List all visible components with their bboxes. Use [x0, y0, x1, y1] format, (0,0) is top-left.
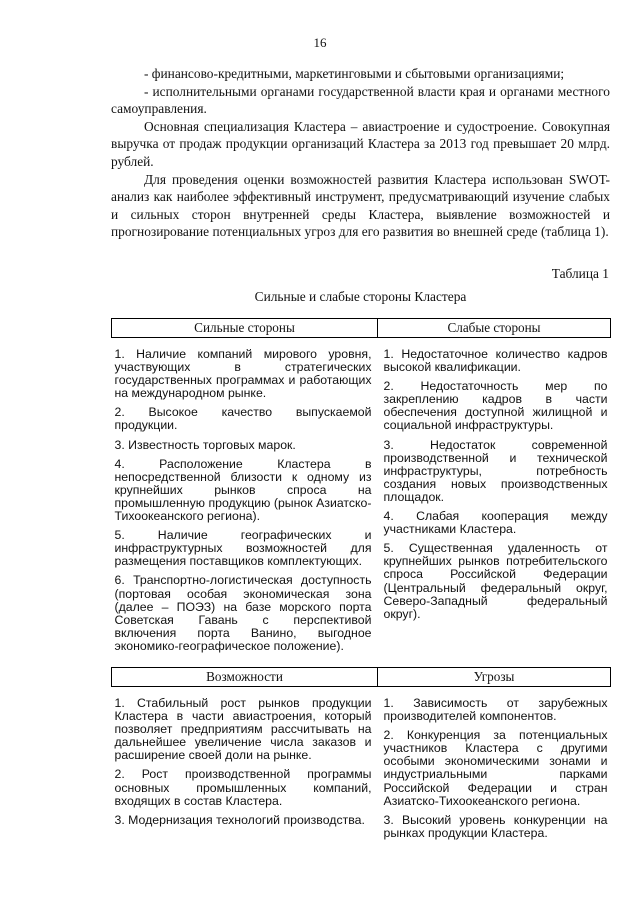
- list-item: 1. Стабильный рост рынков продукции Кластера в части авиастроения, который позволяет предприятиям рассчитывать на дальнейшее увеличение числа заказов и расширение своей доли на рынке.: [114, 696, 372, 763]
- table-header-row: [112, 668, 611, 687]
- body-text: [111, 65, 610, 241]
- header-threats: Угрозы: [378, 668, 611, 687]
- list-item: 5. Наличие географических и инфраструктурных возможностей для размещения поставщиков комплектующих.: [114, 528, 372, 569]
- opportunities-cell: [112, 687, 378, 850]
- list-item: 2. Конкуренция за потенциальных участников Кластера с другими особыми экономическими зонами и индустриальными парками Российской Федерации и стран Азиатско-Тихоокеанского региона.: [383, 728, 608, 808]
- threats-cell: [378, 687, 611, 850]
- list-item: 6. Транспортно-логистическая доступность (портовая особая экономическая зона (далее – ПОЭЗ) на базе морского порта Советская Гавань с перспективой включения порта Ванино, выгодное экономико-географическое положение).: [114, 573, 372, 653]
- list-item: 2. Рост производственной программы основных промышленных компаний, входящих в состав Кластера.: [114, 767, 372, 808]
- table-title: Сильные и слабые стороны Кластера: [254, 289, 467, 304]
- strengths-cell: [112, 338, 378, 663]
- paragraph: Для проведения оценки возможностей развития Кластера использован SWOT-анализ как наиболее эффективный инструмент, предусматривающий изучение слабых и сильных сторон внутренней среды Кластера, выявление возможностей и прогнозирование потенциальных угроз для его развития во внешней среде (таблица 1).: [111, 171, 610, 240]
- opportunities-threats-table: [111, 667, 611, 850]
- paragraph: Основная специализация Кластера – авиастроение и судостроение. Совокупная выручка от продаж продукции организаций Кластера за 2013 год превышает 20 млрд. рублей.: [111, 118, 610, 169]
- list-item: 4. Слабая кооперация между участниками Кластера.: [383, 509, 608, 537]
- list-item: 3. Известность торговых марок.: [114, 437, 296, 452]
- list-item: 1. Недостаточное количество кадров высокой квалификации.: [383, 347, 608, 375]
- table-row: [112, 687, 611, 850]
- weaknesses-cell: [378, 338, 611, 663]
- list-item: 3. Недостаток современной производственной и технической инфраструктуры, потребность создания новых производственных площадок.: [383, 437, 608, 504]
- list-item: 1. Наличие компаний мирового уровня, участвующих в стратегических государственных программах и работающих на международном рынке.: [114, 347, 372, 401]
- paragraph: - финансово-кредитными, маркетинговыми и сбытовыми организациями;: [144, 66, 565, 81]
- list-item: 3. Модернизация технологий производства.: [114, 812, 365, 827]
- page-number: 16: [313, 35, 327, 50]
- table-header-row: [112, 319, 611, 338]
- strengths-weaknesses-table: [111, 318, 611, 663]
- list-item: 3. Высокий уровень конкуренции на рынках продукции Кластера.: [383, 812, 608, 840]
- header-weaknesses: Слабые стороны: [378, 319, 611, 338]
- list-item: 2. Недостаточность мер по закреплению кадров в части обеспечения доступной жилищной и социальной инфраструктуры.: [383, 379, 608, 433]
- list-item: 1. Зависимость от зарубежных производителей компонентов.: [383, 696, 608, 724]
- list-item: 5. Существенная удаленность от крупнейших рынков потребительского спроса Российской Федерации (Центральный федеральный округ, Северо-Западный федеральный округ).: [383, 541, 608, 621]
- paragraph: - исполнительными органами государственной власти края и органами местного самоуправления.: [111, 83, 610, 117]
- list-item: 2. Высокое качество выпускаемой продукции.: [114, 405, 372, 433]
- table-row: [112, 338, 611, 663]
- list-item: 4. Расположение Кластера в непосредственной близости к одному из крупнейших рынков спроса на промышленную продукцию (рынок Азиатско-Тихоокеанского региона).: [114, 456, 372, 524]
- table-caption: Таблица 1: [551, 266, 609, 281]
- header-strengths: Сильные стороны: [112, 319, 378, 338]
- header-opportunities: Возможности: [112, 668, 378, 687]
